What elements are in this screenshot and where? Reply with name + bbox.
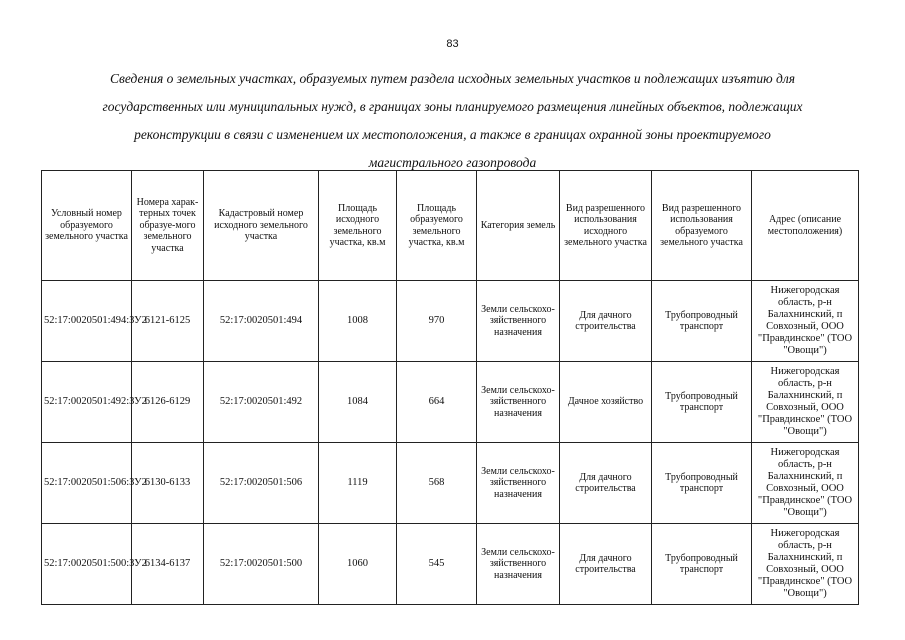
header-use-src: Вид разрешенного использования исходного земельного участка [560,171,652,281]
table-row [42,281,859,362]
cell-address: Нижегородская область, р-н Балахнинский, п Совхозный, ООО "Правдинское" (ТОО "Овощи") [752,281,859,362]
cell-area-new: 568 [397,443,477,524]
cell-cond-num: 52:17:0020501:492:ЗУ2 [42,362,132,443]
cell-cond-num: 52:17:0020501:506:ЗУ2 [42,443,132,524]
cell-cadastral: 52:17:0020501:492 [204,362,319,443]
cell-use-new: Трубопроводный транспорт [652,443,752,524]
cell-cadastral: 52:17:0020501:500 [204,524,319,605]
cell-use-src: Для дачного строительства [560,524,652,605]
table-row [42,524,859,605]
cell-points: 6130-6133 [132,443,204,524]
header-cadastral: Кадастровый номер исходного земельного участка [204,171,319,281]
cell-category: Земли сельскохо-зяйственного назначения [477,443,560,524]
table-header-row [42,171,859,281]
cell-address: Нижегородская область, р-н Балахнинский, п Совхозный, ООО "Правдинское" (ТОО "Овощи") [752,524,859,605]
header-area-src: Площадь исходного земельного участка, кв.м [319,171,397,281]
land-plots-table [41,170,859,605]
title-line: магистрального газопровода [368,155,537,170]
cell-points: 6121-6125 [132,281,204,362]
document-title [60,65,845,177]
title-line: Сведения о земельных участках, образуемых путем раздела исходных земельных участков и подлежащих изъятию для [110,71,795,86]
cell-cadastral: 52:17:0020501:494 [204,281,319,362]
cell-use-new: Трубопроводный транспорт [652,281,752,362]
cell-points: 6134-6137 [132,524,204,605]
cell-cond-num: 52:17:0020501:500:ЗУ2 [42,524,132,605]
cell-cadastral: 52:17:0020501:506 [204,443,319,524]
header-area-new: Площадь образуемого земельного участка, кв.м [397,171,477,281]
cell-category: Земли сельскохо-зяйственного назначения [477,281,560,362]
cell-cond-num: 52:17:0020501:494:ЗУ2 [42,281,132,362]
table-row [42,362,859,443]
table-row [42,443,859,524]
title-line: реконструкции в связи с изменением их местоположения, а также в границах охранной зоны проектируемого [134,127,771,142]
header-points: Номера харак-терных точек образуе-мого земельного участка [132,171,204,281]
cell-area-src: 1060 [319,524,397,605]
cell-area-new: 545 [397,524,477,605]
header-cond-num: Условный номер образуемого земельного участка [42,171,132,281]
cell-use-new: Трубопроводный транспорт [652,362,752,443]
cell-use-new: Трубопроводный транспорт [652,524,752,605]
cell-area-new: 970 [397,281,477,362]
header-address: Адрес (описание местоположения) [752,171,859,281]
cell-address: Нижегородская область, р-н Балахнинский, п Совхозный, ООО "Правдинское" (ТОО "Овощи") [752,443,859,524]
cell-use-src: Дачное хозяйство [560,362,652,443]
cell-points: 6126-6129 [132,362,204,443]
header-category: Категория земель [477,171,560,281]
cell-category: Земли сельскохо-зяйственного назначения [477,524,560,605]
cell-use-src: Для дачного строительства [560,281,652,362]
title-line: государственных или муниципальных нужд, в границах зоны планируемого размещения линейных объектов, подлежащих [102,99,803,114]
header-use-new: Вид разрешенного использования образуемого земельного участка [652,171,752,281]
page-number: 83 [446,38,459,50]
cell-area-src: 1008 [319,281,397,362]
cell-area-new: 664 [397,362,477,443]
cell-address: Нижегородская область, р-н Балахнинский, п Совхозный, ООО "Правдинское" (ТОО "Овощи") [752,362,859,443]
cell-use-src: Для дачного строительства [560,443,652,524]
cell-category: Земли сельскохо-зяйственного назначения [477,362,560,443]
cell-area-src: 1119 [319,443,397,524]
cell-area-src: 1084 [319,362,397,443]
